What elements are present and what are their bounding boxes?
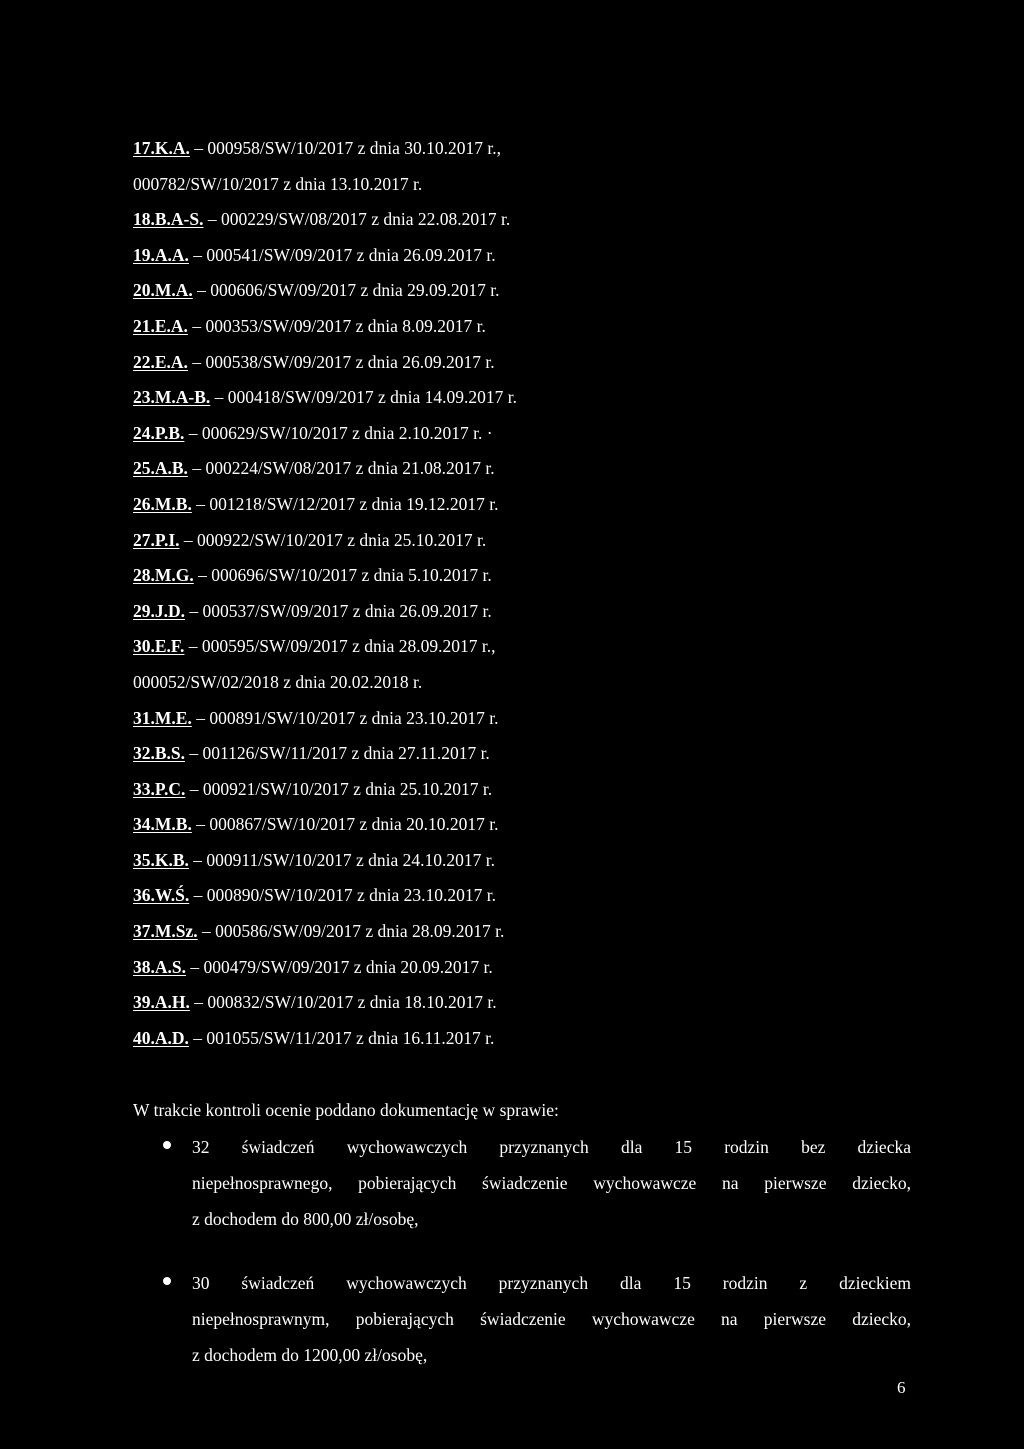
list-item [133, 807, 933, 843]
decision-text: – 000867/SW/10/2017 z dnia 20.10.2017 r. [191, 814, 499, 835]
list-item-line [133, 985, 933, 1021]
person-label: 32.B.S. [133, 743, 186, 764]
list-item-line [133, 843, 933, 879]
list-item-line [133, 1021, 933, 1057]
list-item [133, 985, 933, 1021]
person-label: 18.B.A-S. [133, 209, 204, 230]
list-item-line [133, 914, 933, 950]
person-label: 37.M.Sz. [133, 921, 198, 942]
list-item-line [133, 807, 933, 843]
bullet-line-text: 30 świadczeń wychowawczych przyznanych dla 15 rodzin z dzieckiem [192, 1273, 911, 1293]
decision-text: – 000224/SW/08/2017 z dnia 21.08.2017 r. [187, 458, 495, 479]
decision-text: – 001055/SW/11/2017 z dnia 16.11.2017 r. [188, 1027, 495, 1048]
person-label: 23.M.A-B. [133, 387, 211, 408]
person-label: 28.M.G. [133, 565, 194, 586]
decision-text: – 000606/SW/09/2017 z dnia 29.09.2017 r. [192, 280, 500, 301]
list-item-line [133, 523, 933, 559]
bullet-icon [163, 1141, 171, 1149]
person-label: 20.M.A. [133, 280, 193, 301]
bullet-line-text: niepełnosprawnym, pobierających świadczenie wychowawcze na pierwsze dziecko, [192, 1309, 911, 1329]
list-item [133, 701, 933, 737]
person-label: 40.A.D. [133, 1027, 189, 1048]
bullet-line [192, 1301, 911, 1337]
list-item-line [133, 309, 933, 345]
decision-text: – 000353/SW/09/2017 z dnia 8.09.2017 r. [187, 315, 486, 336]
decision-text: – 000595/SW/09/2017 z dnia 28.09.2017 r., [184, 636, 496, 657]
person-label: 30.E.F. [133, 636, 185, 657]
bullet-icon [163, 1277, 171, 1285]
list-item-line [133, 380, 933, 416]
decision-text: – 000541/SW/09/2017 z dnia 26.09.2017 r. [188, 244, 496, 265]
decision-text: – 000832/SW/10/2017 z dnia 18.10.2017 r. [189, 992, 497, 1013]
list-item-line [133, 487, 933, 523]
list-item [133, 345, 933, 381]
decision-text: – 000891/SW/10/2017 z dnia 23.10.2017 r. [191, 707, 499, 728]
list-item [133, 843, 933, 879]
list-item-line [133, 736, 933, 772]
person-label: 31.M.E. [133, 707, 192, 728]
list-item-line [133, 273, 933, 309]
list-item [133, 772, 933, 808]
person-label: 25.A.B. [133, 458, 188, 479]
list-item [133, 451, 933, 487]
decision-text: – 001126/SW/11/2017 z dnia 27.11.2017 r. [185, 743, 490, 764]
decision-text: – 000418/SW/09/2017 z dnia 14.09.2017 r. [210, 387, 518, 408]
intro-paragraph: W trakcie kontroli ocenie poddano dokumentację w sprawie: [133, 1100, 559, 1120]
list-item [133, 238, 933, 274]
decision-text: – 001218/SW/12/2017 z dnia 19.12.2017 r. [191, 493, 499, 514]
decision-text: – 000921/SW/10/2017 z dnia 25.10.2017 r. [185, 778, 493, 799]
list-item [133, 416, 933, 452]
list-item [133, 736, 933, 772]
bullet-line [192, 1201, 911, 1237]
list-item-line [133, 772, 933, 808]
list-item-line [133, 878, 933, 914]
bullet-line [192, 1265, 911, 1301]
list-item [133, 594, 933, 630]
list-item-line [133, 594, 933, 630]
list-item [133, 309, 933, 345]
bullet-line [192, 1337, 911, 1373]
person-label: 17.K.A. [133, 138, 190, 158]
decision-text: – 000537/SW/09/2017 z dnia 26.09.2017 r. [185, 600, 492, 621]
bullet-line [192, 1165, 911, 1201]
list-item-line [133, 558, 933, 594]
person-label: 39.A.H. [133, 992, 190, 1013]
list-item [133, 273, 933, 309]
list-item [133, 1021, 933, 1057]
page-number: 6 [897, 1378, 906, 1397]
person-label: 19.A.A. [133, 244, 189, 265]
decision-text: – 000696/SW/10/2017 z dnia 5.10.2017 r. [193, 565, 492, 586]
person-label: 22.E.A. [133, 351, 188, 372]
list-item [133, 131, 933, 202]
person-label: 27.P.I. [133, 529, 180, 550]
person-label: 21.E.A. [133, 315, 188, 336]
decision-text: – 000629/SW/10/2017 z dnia 2.10.2017 r. · [184, 422, 493, 443]
list-item-line [133, 167, 933, 203]
list-item-line [133, 345, 933, 381]
decision-text: – 000538/SW/09/2017 z dnia 26.09.2017 r. [187, 351, 495, 372]
list-item-line [133, 451, 933, 487]
list-item [133, 380, 933, 416]
person-label: 26.M.B. [133, 493, 192, 514]
bullet-item [133, 1129, 911, 1237]
decision-text: – 000922/SW/10/2017 z dnia 25.10.2017 r. [179, 529, 487, 550]
decision-text: – 000479/SW/09/2017 z dnia 20.09.2017 r. [186, 956, 493, 977]
list-item-line [133, 202, 933, 238]
list-item [133, 487, 933, 523]
list-item-line [133, 665, 933, 701]
person-label: 24.P.B. [133, 422, 185, 443]
person-label: 35.K.B. [133, 849, 189, 870]
list-item-line [133, 701, 933, 737]
decision-text: – 000586/SW/09/2017 z dnia 28.09.2017 r. [197, 921, 505, 942]
list-item-line [133, 629, 933, 665]
decision-text: 000052/SW/02/2018 z dnia 20.02.2018 r. [133, 671, 423, 692]
person-label: 34.M.B. [133, 814, 192, 835]
person-label: 38.A.S. [133, 956, 186, 977]
person-label: 29.J.D. [133, 600, 186, 621]
decision-text: – 000958/SW/10/2017 z dnia 30.10.2017 r., [189, 138, 501, 158]
list-item [133, 878, 933, 914]
bullet-line-text: niepełnosprawnego, pobierających świadczenie wychowawcze na pierwsze dziecko, [192, 1173, 911, 1193]
list-item-line [133, 950, 933, 986]
decision-text: 000782/SW/10/2017 z dnia 13.10.2017 r. [133, 173, 423, 194]
decision-list [133, 131, 933, 1056]
bullet-line-text: 32 świadczeń wychowawczych przyznanych dla 15 rodzin bez dziecka [192, 1137, 911, 1157]
list-item [133, 950, 933, 986]
decision-text: – 000890/SW/10/2017 z dnia 23.10.2017 r. [189, 885, 496, 906]
list-item [133, 914, 933, 950]
bullet-item [133, 1265, 911, 1373]
person-label: 36.W.Ś. [133, 885, 190, 906]
bullet-line [192, 1129, 911, 1165]
list-item [133, 523, 933, 559]
bullet-list [133, 1129, 911, 1401]
bullet-line-text: z dochodem do 1200,00 zł/osobę, [192, 1345, 428, 1365]
decision-text: – 000911/SW/10/2017 z dnia 24.10.2017 r. [188, 849, 495, 870]
list-item-line [133, 238, 933, 274]
list-item [133, 558, 933, 594]
list-item [133, 202, 933, 238]
list-item-line [133, 416, 933, 452]
person-label: 33.P.C. [133, 778, 186, 799]
list-item-line [133, 131, 933, 167]
decision-text: – 000229/SW/08/2017 z dnia 22.08.2017 r. [203, 209, 511, 230]
list-item [133, 629, 933, 700]
bullet-line-text: z dochodem do 800,00 zł/osobę, [192, 1209, 419, 1229]
